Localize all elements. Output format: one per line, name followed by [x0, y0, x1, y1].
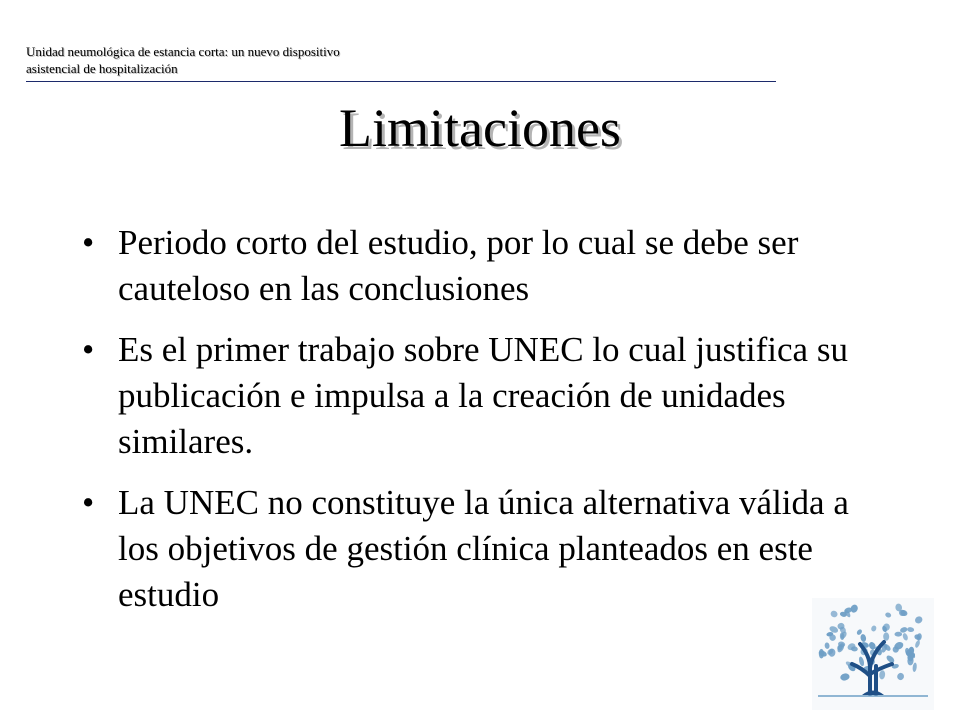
bullet-text: Periodo corto del estudio, por lo cual se debe ser cauteloso en las conclusiones [118, 223, 799, 308]
slide-title: Limitaciones [339, 98, 621, 158]
slide-header [26, 43, 776, 77]
bullet-text: Es el primer trabajo sobre UNEC lo cual justifica su publicación e impulsa a la creación de unidades similares. [118, 330, 848, 461]
bullet-marker: • [82, 330, 95, 369]
bullet-item [80, 480, 880, 618]
bullet-item [80, 327, 880, 465]
header-line-2: asistencial de hospitalización [26, 61, 178, 76]
header-line-1: Unidad neumológica de estancia corta: un nuevo dispositivo [26, 44, 340, 59]
bullet-text: La UNEC no constituye la única alternativa válida a los objetivos de gestión clínica planteados en este estudio [118, 483, 849, 614]
lung-tree-icon [812, 598, 934, 710]
bullet-list [80, 220, 880, 633]
bullet-marker: • [82, 223, 95, 262]
bullet-item [80, 220, 880, 312]
leaf [895, 632, 903, 637]
leaf [819, 649, 824, 659]
bullet-marker: • [82, 483, 95, 522]
header-divider [26, 81, 776, 82]
